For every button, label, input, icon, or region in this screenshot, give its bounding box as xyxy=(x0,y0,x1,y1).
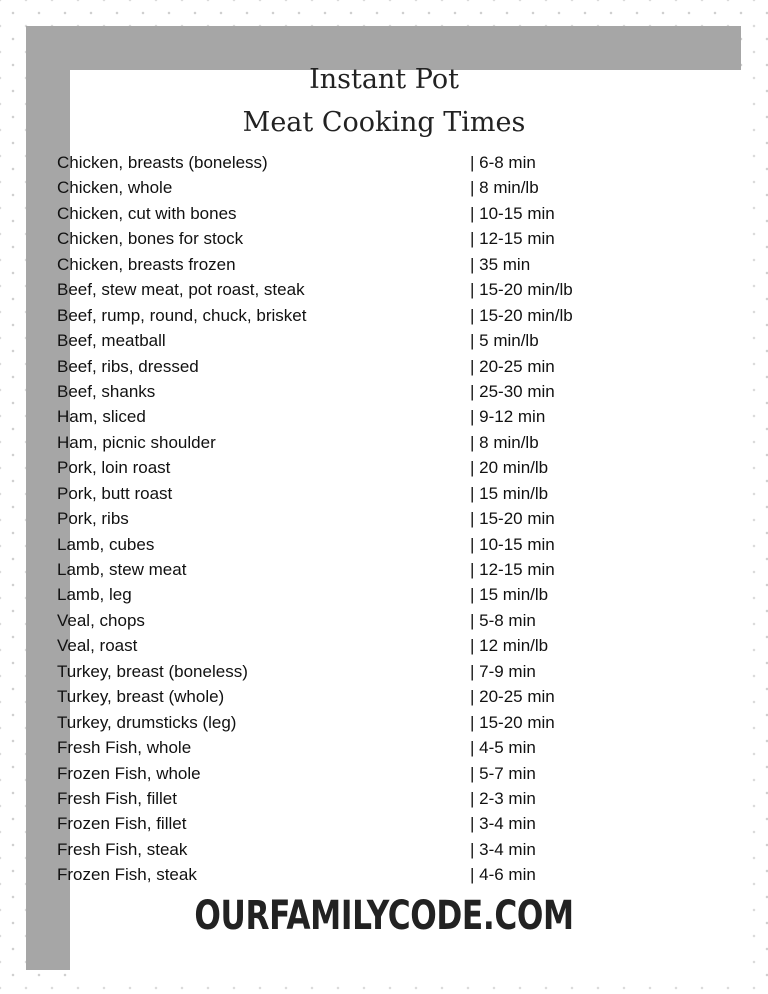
meat-item: Beef, ribs, dressed xyxy=(57,356,199,376)
table-row xyxy=(57,481,617,506)
meat-item: Beef, stew meat, pot roast, steak xyxy=(57,280,305,300)
table-row xyxy=(57,277,617,302)
cooking-time: | 8 min/lb xyxy=(470,432,539,452)
table-row xyxy=(57,226,617,251)
cooking-time: | 20-25 min xyxy=(470,687,555,707)
cooking-time: | 20 min/lb xyxy=(470,458,549,478)
table-row xyxy=(57,379,617,404)
table-row xyxy=(57,837,617,862)
table-row xyxy=(57,430,617,455)
cooking-times-table xyxy=(57,150,617,888)
cooking-time: | 5-8 min xyxy=(470,610,536,630)
meat-item: Frozen Fish, fillet xyxy=(57,814,187,834)
table-row xyxy=(57,252,617,277)
table-row xyxy=(57,354,617,379)
meat-item: Veal, chops xyxy=(57,610,145,630)
cooking-time: | 20-25 min xyxy=(470,356,555,376)
cooking-time: | 8 min/lb xyxy=(470,178,539,198)
meat-item: Pork, ribs xyxy=(57,509,129,529)
meat-item: Lamb, leg xyxy=(57,585,132,605)
meat-item: Frozen Fish, steak xyxy=(57,865,197,885)
meat-item: Chicken, cut with bones xyxy=(57,203,237,223)
meat-item: Pork, butt roast xyxy=(57,483,173,503)
table-row xyxy=(57,608,617,633)
table-row xyxy=(57,506,617,531)
meat-item: Turkey, breast (boneless) xyxy=(57,661,248,681)
site-footer: OURFAMILYCODE.COM xyxy=(194,893,574,939)
meat-item: Turkey, breast (whole) xyxy=(57,687,225,707)
table-row xyxy=(57,710,617,735)
cooking-time: | 9-12 min xyxy=(470,407,546,427)
meat-item: Chicken, breasts frozen xyxy=(57,254,236,274)
table-row xyxy=(57,633,617,658)
cooking-time: | 15 min/lb xyxy=(470,585,549,605)
table-row xyxy=(57,557,617,582)
cooking-time: | 12-15 min xyxy=(470,560,555,579)
table-row xyxy=(57,175,617,200)
table-row xyxy=(57,404,617,429)
table-row xyxy=(57,201,617,226)
table-row xyxy=(57,328,617,353)
cooking-time: | 3-4 min xyxy=(470,814,536,834)
cooking-time: | 6-8 min xyxy=(470,153,536,172)
table-row xyxy=(57,761,617,786)
meat-item: Ham, sliced xyxy=(57,407,146,427)
cooking-time: | 25-30 min xyxy=(470,381,555,401)
cooking-time: | 10-15 min xyxy=(470,203,555,223)
meat-item: Chicken, breasts (boneless) xyxy=(57,153,268,172)
meat-item: Chicken, whole xyxy=(57,178,173,198)
meat-item: Turkey, drumsticks (leg) xyxy=(57,712,237,732)
cooking-time: | 15-20 min xyxy=(470,712,555,732)
cooking-time: | 35 min xyxy=(470,254,531,274)
table-row xyxy=(57,532,617,557)
meat-item: Ham, picnic shoulder xyxy=(57,432,216,452)
cooking-time: | 15-20 min/lb xyxy=(470,305,573,325)
cooking-time: | 12-15 min xyxy=(470,229,555,249)
meat-item: Beef, rump, round, chuck, brisket xyxy=(57,305,307,325)
cooking-time: | 12 min/lb xyxy=(470,636,549,656)
meat-item: Beef, meatball xyxy=(57,331,166,351)
table-row xyxy=(57,735,617,760)
meat-item: Lamb, cubes xyxy=(57,534,155,554)
title-line-2: Meat Cooking Times xyxy=(242,107,526,138)
table-row xyxy=(57,684,617,709)
table-row xyxy=(57,786,617,811)
meat-item: Beef, shanks xyxy=(57,381,156,401)
page-title xyxy=(0,58,768,144)
cooking-time: | 4-5 min xyxy=(470,738,536,758)
cooking-time: | 5 min/lb xyxy=(470,331,539,351)
meat-item: Veal, roast xyxy=(57,636,138,656)
meat-item: Fresh Fish, steak xyxy=(57,839,188,859)
meat-item: Lamb, stew meat xyxy=(57,560,187,579)
meat-item: Frozen Fish, whole xyxy=(57,763,201,783)
table-row xyxy=(57,862,617,887)
title-line-1: Instant Pot xyxy=(309,64,459,95)
meat-item: Pork, loin roast xyxy=(57,458,171,478)
cooking-time: | 7-9 min xyxy=(470,661,536,681)
table-row xyxy=(57,303,617,328)
meat-item: Fresh Fish, whole xyxy=(57,738,192,758)
meat-item: Fresh Fish, fillet xyxy=(57,788,177,808)
cooking-time: | 4-6 min xyxy=(470,865,536,885)
cooking-time: | 15-20 min xyxy=(470,509,555,529)
table-row xyxy=(57,455,617,480)
cooking-time: | 2-3 min xyxy=(470,788,536,808)
cooking-time: | 15-20 min/lb xyxy=(470,280,573,300)
cooking-time: | 10-15 min xyxy=(470,534,555,554)
table-row xyxy=(57,659,617,684)
table-row xyxy=(57,811,617,836)
meat-item: Chicken, bones for stock xyxy=(57,229,244,249)
cooking-time: | 5-7 min xyxy=(470,763,536,783)
table-row xyxy=(57,150,617,175)
cooking-time: | 3-4 min xyxy=(470,839,536,859)
cooking-time: | 15 min/lb xyxy=(470,483,549,503)
table-row xyxy=(57,582,617,607)
